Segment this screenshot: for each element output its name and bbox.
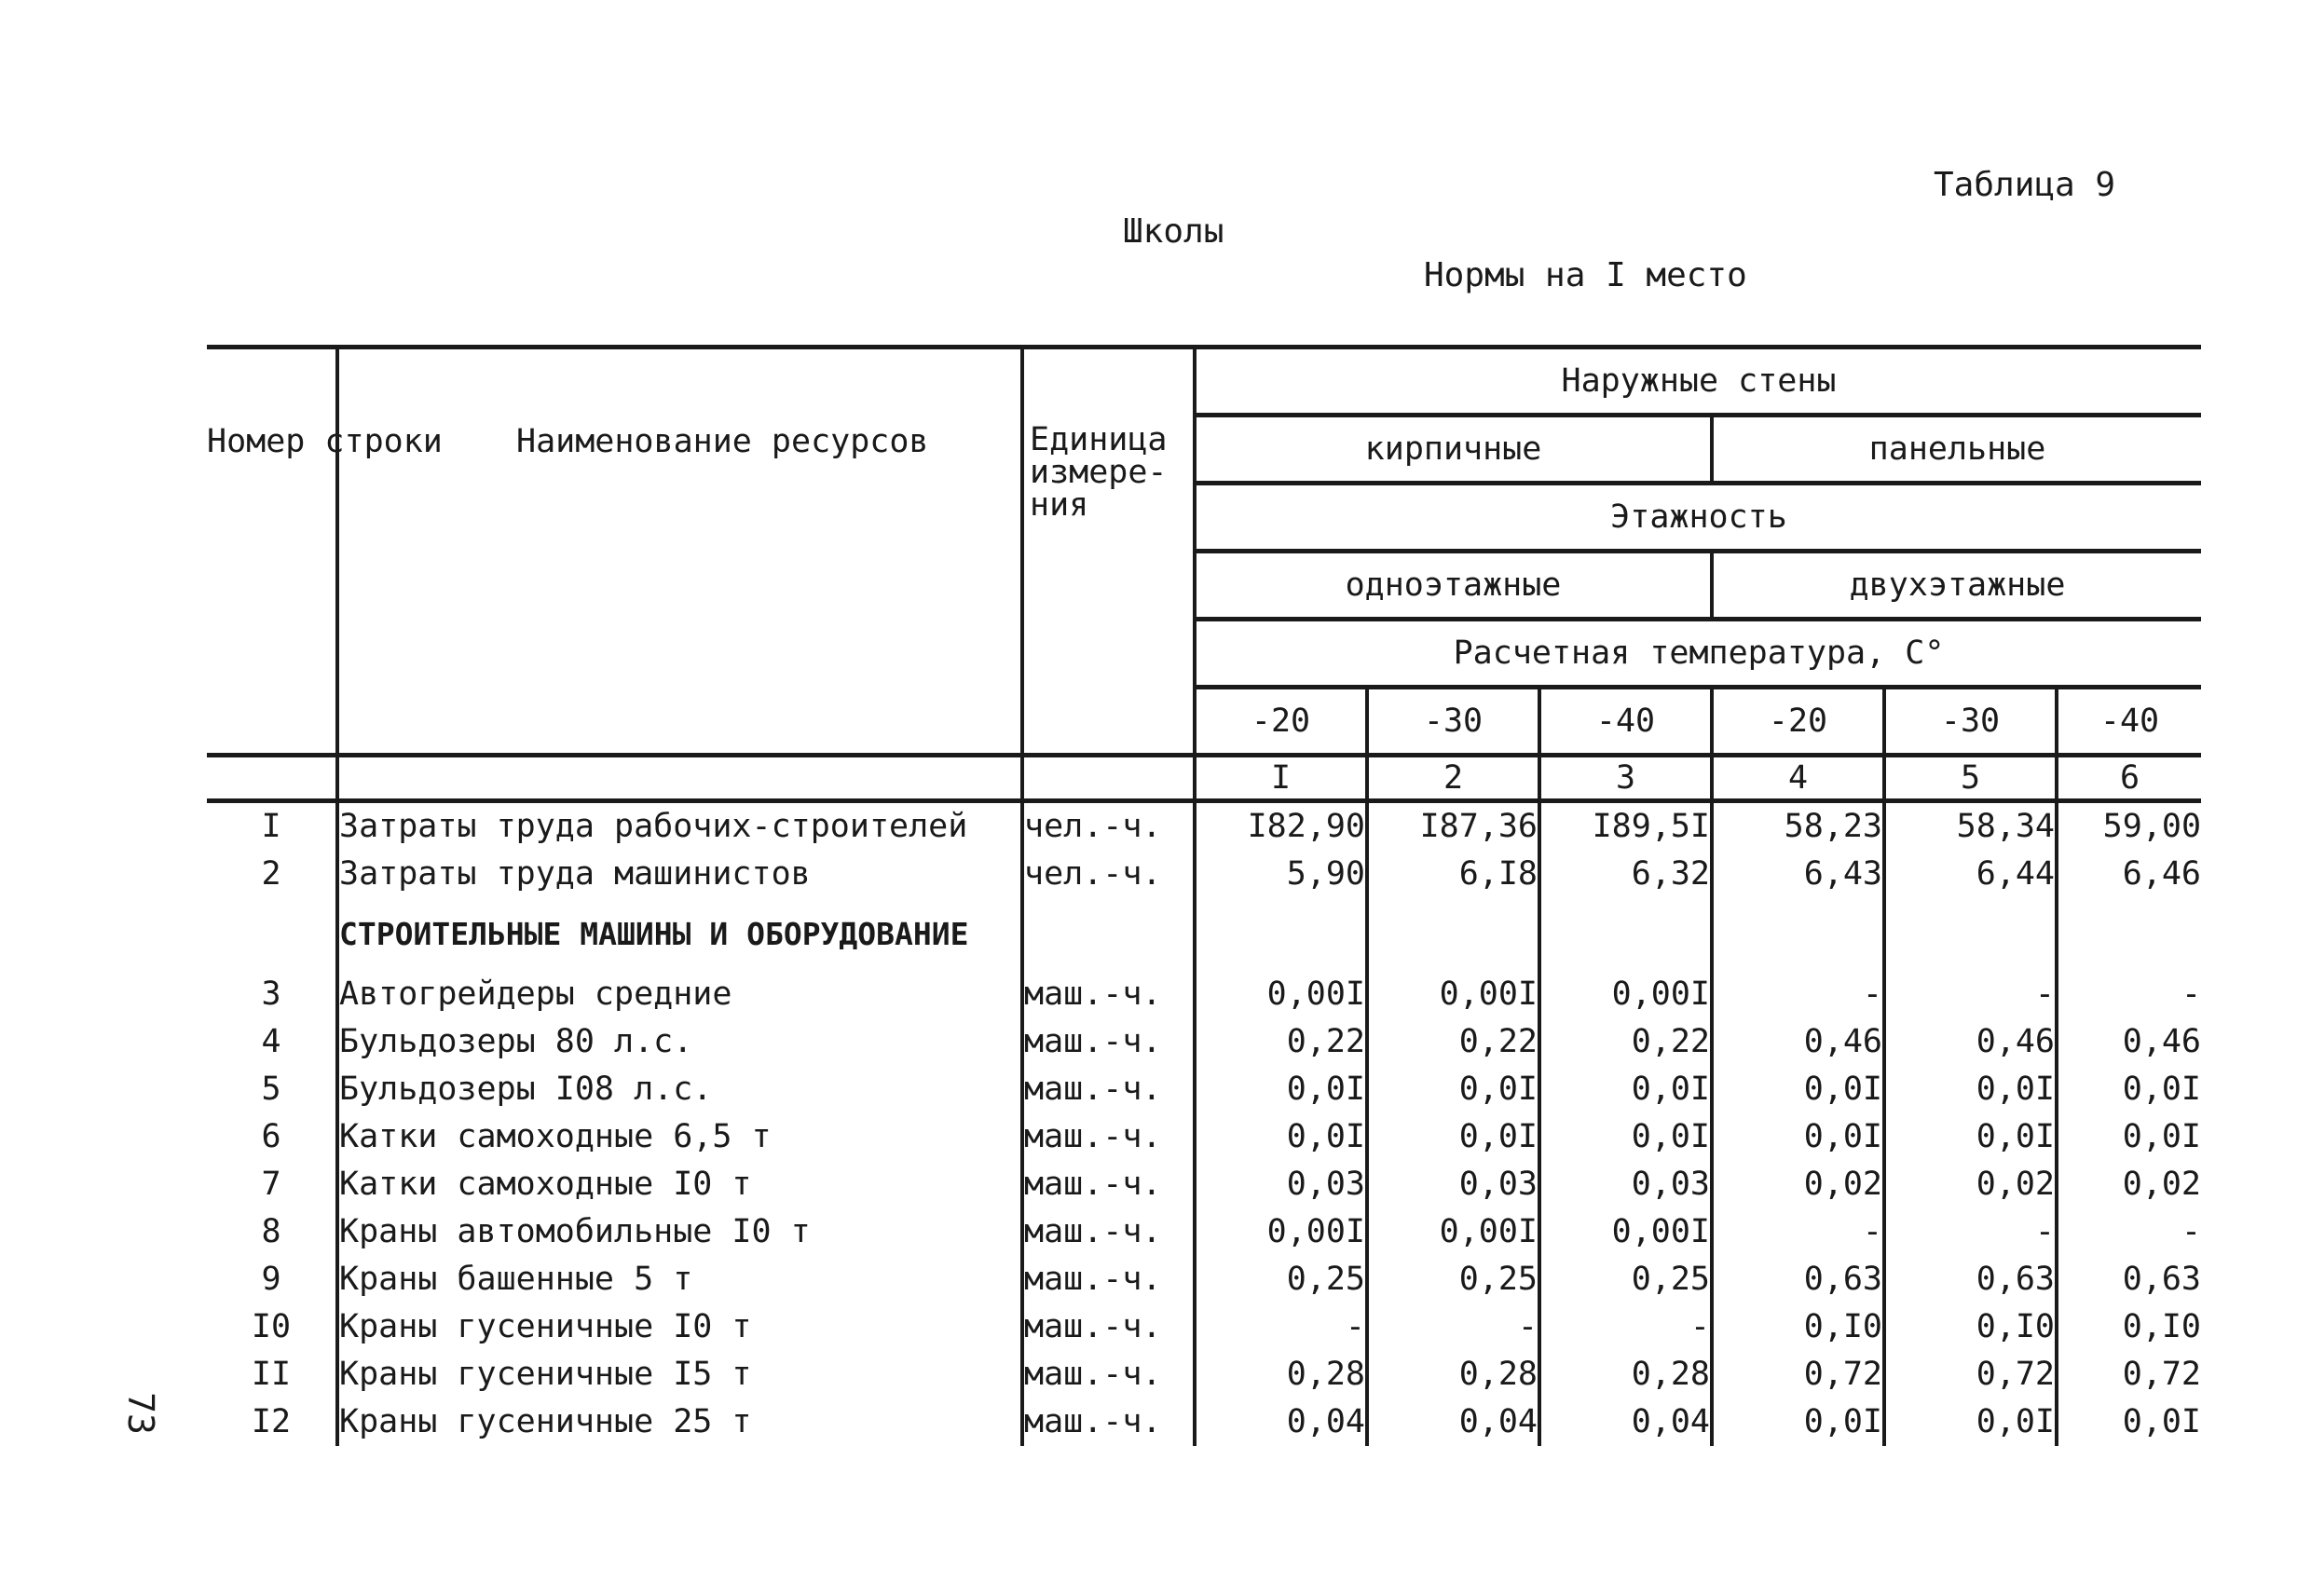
- value-cell: -: [2057, 971, 2201, 1018]
- table-row: [207, 1303, 2201, 1351]
- section-title: СТРОИТЕЛЬНЫЕ МАШИНЫ И ОБОРУДОВАНИЕ: [337, 898, 1022, 971]
- header-outer-walls: Наружные стены: [1195, 348, 2201, 416]
- header-one-story: одноэтажные: [1195, 552, 1712, 620]
- value-cell: 0,46: [2057, 1018, 2201, 1066]
- value-cell: 0,63: [1884, 1256, 2057, 1303]
- value-cell: 0,46: [1884, 1018, 2057, 1066]
- value-cell: 0,00I: [1539, 971, 1712, 1018]
- value-cell: I87,36: [1367, 801, 1539, 852]
- table-row: [207, 1208, 2201, 1256]
- unit-cell: маш.-ч.: [1022, 1161, 1195, 1208]
- row-number-cell: I2: [251, 1403, 292, 1441]
- value-cell: 58,34: [1884, 801, 2057, 852]
- norms-table: [207, 345, 2201, 1446]
- column-number: I: [1195, 756, 1367, 801]
- row-number-cell: 5: [261, 1071, 281, 1109]
- table-row: [207, 1113, 2201, 1161]
- unit-cell: маш.-ч.: [1022, 1066, 1195, 1113]
- value-cell: 0,0I: [1539, 1066, 1712, 1113]
- value-cell: 0,72: [1884, 1351, 2057, 1398]
- resource-name-cell: Автогрейдеры средние: [337, 971, 1022, 1018]
- table-row: [207, 1066, 2201, 1113]
- value-cell: 0,0I: [1195, 1066, 1367, 1113]
- row-number-cell: 2: [261, 855, 281, 893]
- unit-cell: маш.-ч.: [1022, 1208, 1195, 1256]
- unit-cell: маш.-ч.: [1022, 1303, 1195, 1351]
- resource-name-cell: Бульдозеры I08 л.с.: [337, 1066, 1022, 1113]
- resource-name-cell: Бульдозеры 80 л.с.: [337, 1018, 1022, 1066]
- value-cell: 0,00I: [1195, 971, 1367, 1018]
- section-row: [207, 898, 2201, 971]
- unit-cell: маш.-ч.: [1022, 1113, 1195, 1161]
- table-row: [207, 1351, 2201, 1398]
- value-cell: 0,00I: [1539, 1208, 1712, 1256]
- value-cell: 59,00: [2057, 801, 2201, 852]
- value-cell: 6,44: [1884, 851, 2057, 898]
- document-subheading: Нормы на I место: [1424, 256, 1747, 294]
- header-unit: Единица измере-ния: [1022, 348, 1195, 756]
- unit-cell: маш.-ч.: [1022, 971, 1195, 1018]
- value-cell: 0,0I: [1884, 1066, 2057, 1113]
- resource-name-cell: Краны башенные 5 т: [337, 1256, 1022, 1303]
- value-cell: 0,22: [1367, 1018, 1539, 1066]
- value-cell: 0,I0: [2057, 1303, 2201, 1351]
- value-cell: 0,03: [1195, 1161, 1367, 1208]
- row-number-cell: I: [261, 808, 281, 846]
- value-cell: 0,04: [1195, 1398, 1367, 1446]
- value-cell: I82,90: [1195, 801, 1367, 852]
- resource-name-cell: Краны автомобильные I0 т: [337, 1208, 1022, 1256]
- value-cell: 0,0I: [2057, 1398, 2201, 1446]
- row-number-cell: 4: [261, 1023, 281, 1061]
- resource-name-cell: Краны гусеничные I5 т: [337, 1351, 1022, 1398]
- value-cell: 6,46: [2057, 851, 2201, 898]
- table-row: [207, 1398, 2201, 1446]
- value-cell: 0,00I: [1367, 971, 1539, 1018]
- header-temp: -20: [1712, 688, 1884, 756]
- value-cell: 0,02: [2057, 1161, 2201, 1208]
- unit-cell: чел.-ч.: [1022, 851, 1195, 898]
- table-row: [207, 971, 2201, 1018]
- value-cell: 0,0I: [1195, 1113, 1367, 1161]
- unit-cell: маш.-ч.: [1022, 1256, 1195, 1303]
- column-number: 6: [2057, 756, 2201, 801]
- value-cell: 0,02: [1712, 1161, 1884, 1208]
- value-cell: 0,03: [1539, 1161, 1712, 1208]
- unit-cell: маш.-ч.: [1022, 1351, 1195, 1398]
- value-cell: 0,63: [2057, 1256, 2201, 1303]
- column-number: 3: [1539, 756, 1712, 801]
- value-cell: 6,I8: [1367, 851, 1539, 898]
- table-row: [207, 1161, 2201, 1208]
- row-number-cell: 7: [261, 1166, 281, 1204]
- header-temp: -30: [1884, 688, 2057, 756]
- value-cell: -: [1884, 1208, 2057, 1256]
- value-cell: 0,22: [1539, 1018, 1712, 1066]
- table-row: [207, 1018, 2201, 1066]
- resource-name-cell: Краны гусеничные I0 т: [337, 1303, 1022, 1351]
- table-label: Таблица 9: [1934, 166, 2116, 204]
- value-cell: -: [1539, 1303, 1712, 1351]
- header-design-temp: Расчетная температура, С°: [1195, 620, 2201, 688]
- value-cell: 0,72: [2057, 1351, 2201, 1398]
- value-cell: 0,0I: [1367, 1066, 1539, 1113]
- value-cell: -: [1884, 971, 2057, 1018]
- value-cell: 5,90: [1195, 851, 1367, 898]
- value-cell: -: [1712, 971, 1884, 1018]
- table-row: [207, 1256, 2201, 1303]
- value-cell: 0,0I: [1712, 1066, 1884, 1113]
- value-cell: 0,28: [1367, 1351, 1539, 1398]
- header-panel: панельные: [1712, 416, 2201, 484]
- row-number-cell: II: [251, 1356, 292, 1394]
- value-cell: 6,43: [1712, 851, 1884, 898]
- value-cell: 0,04: [1539, 1398, 1712, 1446]
- resource-name-cell: Катки самоходные I0 т: [337, 1161, 1022, 1208]
- header-floors: Этажность: [1195, 484, 2201, 552]
- value-cell: 0,28: [1539, 1351, 1712, 1398]
- header-temp: -20: [1195, 688, 1367, 756]
- header-brick: кирпичные: [1195, 416, 1712, 484]
- value-cell: 0,46: [1712, 1018, 1884, 1066]
- value-cell: 0,25: [1539, 1256, 1712, 1303]
- header-resource-name: Наименование ресурсов: [337, 348, 1022, 756]
- table-row: [207, 851, 2201, 898]
- value-cell: I89,5I: [1539, 801, 1712, 852]
- value-cell: 0,0I: [1712, 1398, 1884, 1446]
- unit-cell: чел.-ч.: [1022, 801, 1195, 852]
- column-number: 5: [1884, 756, 2057, 801]
- value-cell: 0,25: [1367, 1256, 1539, 1303]
- value-cell: 0,0I: [1712, 1113, 1884, 1161]
- header-temp: -40: [1539, 688, 1712, 756]
- header-two-story: двухэтажные: [1712, 552, 2201, 620]
- value-cell: 0,I0: [1884, 1303, 2057, 1351]
- value-cell: -: [1195, 1303, 1367, 1351]
- row-number-cell: 9: [261, 1261, 281, 1299]
- value-cell: 58,23: [1712, 801, 1884, 852]
- column-number: 2: [1367, 756, 1539, 801]
- document-heading: Школы: [1123, 212, 1224, 251]
- value-cell: 0,02: [1884, 1161, 2057, 1208]
- value-cell: -: [1367, 1303, 1539, 1351]
- header-temp: -40: [2057, 688, 2201, 756]
- resource-name-cell: Затраты труда машинистов: [337, 851, 1022, 898]
- value-cell: 0,0I: [1367, 1113, 1539, 1161]
- row-number-cell: 3: [261, 975, 281, 1014]
- value-cell: 0,03: [1367, 1161, 1539, 1208]
- resource-name-cell: Катки самоходные 6,5 т: [337, 1113, 1022, 1161]
- value-cell: 0,00I: [1367, 1208, 1539, 1256]
- value-cell: 0,28: [1195, 1351, 1367, 1398]
- resource-name-cell: Затраты труда рабочих-строителей: [337, 801, 1022, 852]
- value-cell: 0,0I: [2057, 1066, 2201, 1113]
- table-row: [207, 801, 2201, 852]
- resource-name-cell: Краны гусеничные 25 т: [337, 1398, 1022, 1446]
- value-cell: 0,25: [1195, 1256, 1367, 1303]
- value-cell: -: [1712, 1208, 1884, 1256]
- header-row-number: Номер строки: [207, 348, 337, 756]
- column-number: 4: [1712, 756, 1884, 801]
- value-cell: 0,0I: [1884, 1113, 2057, 1161]
- value-cell: 0,04: [1367, 1398, 1539, 1446]
- value-cell: 0,63: [1712, 1256, 1884, 1303]
- value-cell: 0,0I: [1539, 1113, 1712, 1161]
- page-number: 73: [119, 1392, 161, 1435]
- row-number-cell: 6: [261, 1118, 281, 1156]
- value-cell: 0,I0: [1712, 1303, 1884, 1351]
- value-cell: 0,0I: [1884, 1398, 2057, 1446]
- value-cell: 0,0I: [2057, 1113, 2201, 1161]
- value-cell: 6,32: [1539, 851, 1712, 898]
- value-cell: -: [2057, 1208, 2201, 1256]
- value-cell: 0,72: [1712, 1351, 1884, 1398]
- row-number-cell: I0: [251, 1308, 292, 1346]
- row-number-cell: 8: [261, 1213, 281, 1251]
- unit-cell: маш.-ч.: [1022, 1398, 1195, 1446]
- unit-cell: маш.-ч.: [1022, 1018, 1195, 1066]
- value-cell: 0,00I: [1195, 1208, 1367, 1256]
- header-temp: -30: [1367, 688, 1539, 756]
- value-cell: 0,22: [1195, 1018, 1367, 1066]
